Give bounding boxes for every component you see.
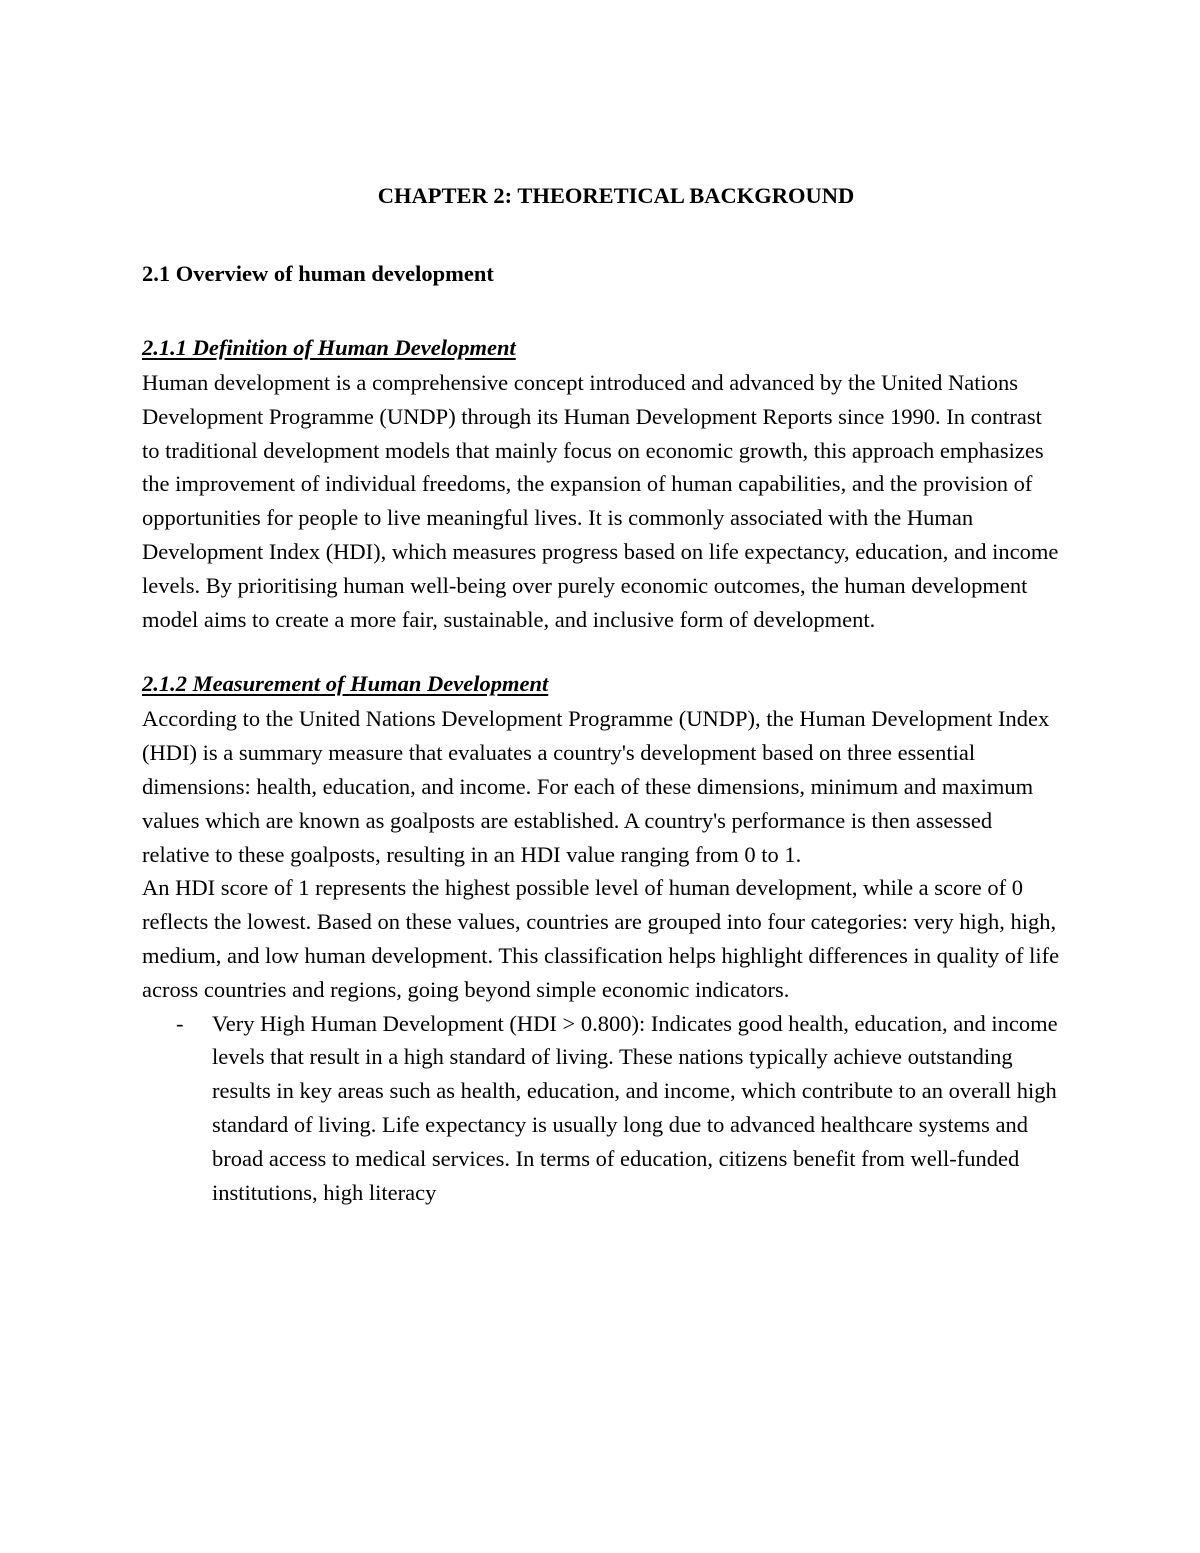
subsection-title-measurement: 2.1.2 Measurement of Human Development bbox=[142, 671, 549, 697]
paragraph-hdi-overview: According to the United Nations Development Programme (UNDP), the Human Development Index (HDI) is a summary measure that evaluates a country's development based on three essential dimensions: health, education, and income. For each of these dimensions, minimum and maximum values which are known as goalposts are established. A country's performance is then assessed relative to these goalposts, resulting in an HDI value ranging from 0 to 1. bbox=[142, 706, 1050, 867]
list-item-text: Very High Human Development (HDI > 0.800): Indicates good health, education, and income levels that result in a high standard of living. These nations typically achieve outstanding results in key areas such as health, education, and income, which contribute to an overall high standard of living. Life expectancy is usually long due to advanced healthcare systems and broad access to medical services. In terms of education, citizens benefit from well-funded institutions, high literacy bbox=[212, 1010, 1058, 1205]
page-content bbox=[142, 178, 1062, 1209]
paragraph-definition: Human development is a comprehensive concept introduced and advanced by the United Nations Development Programme (UNDP) through its Human Development Reports since 1990. In contrast to traditional development models that mainly focus on economic growth, this approach emphasizes the improvement of individual freedoms, the expansion of human capabilities, and the provision of opportunities for people to live meaningful lives. It is commonly associated with the Human Development Index (HDI), which measures progress based on life expectancy, education, and income levels. By prioritising human well-being over purely economic outcomes, the human development model aims to create a more fair, sustainable, and inclusive form of development. bbox=[142, 370, 1059, 632]
hdi-category-list bbox=[142, 1007, 1062, 1210]
list-item bbox=[142, 1007, 1062, 1210]
section-title: 2.1 Overview of human development bbox=[142, 261, 494, 286]
subsection-title-definition: 2.1.1 Definition of Human Development bbox=[142, 335, 516, 360]
chapter-title: CHAPTER 2: THEORETICAL BACKGROUND bbox=[377, 183, 855, 208]
list-bullet-dash: - bbox=[176, 1010, 184, 1036]
paragraph-hdi-categories: An HDI score of 1 represents the highest possible level of human development, while a score of 0 reflects the lowest. Based on these values, countries are grouped into four categories: very high, high, medium, and low human development. This classification helps highlight differences in quality of life across countries and regions, going beyond simple economic indicators. bbox=[142, 875, 1060, 1002]
